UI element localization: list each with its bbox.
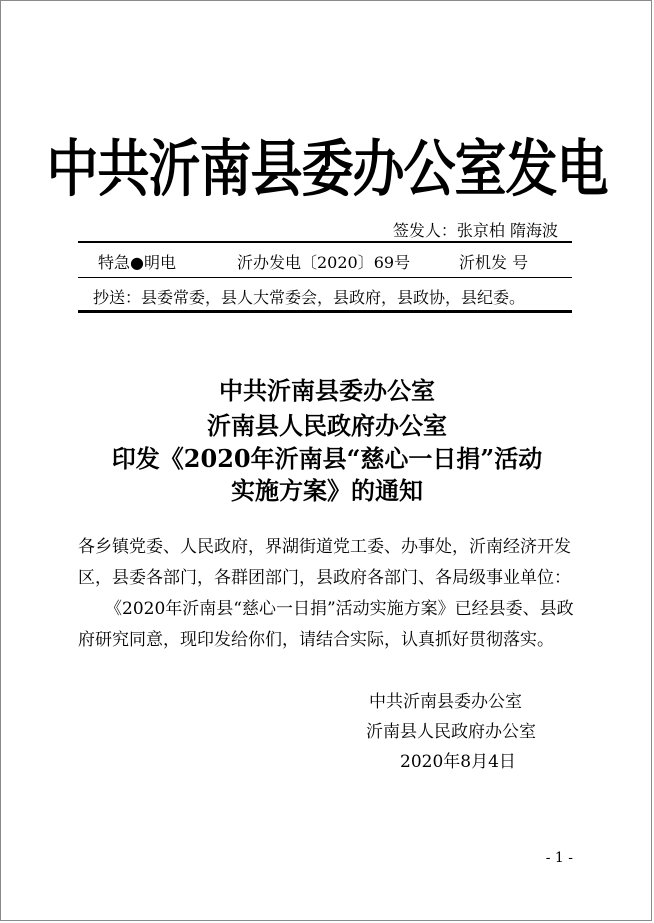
- doc-title-line-4: 实施方案》的通知: [231, 476, 423, 505]
- issuer-heading: 中共沂南县委办公室发电: [46, 133, 608, 206]
- doc-title-line-1: 中共沂南县委办公室: [219, 376, 435, 405]
- doc-title-line-3: 印发《2020年沂南县“慈心一日捐”活动: [111, 444, 543, 473]
- body-line-2: 府研究同意，现印发给你们，请结合实际，认真抓好贯彻落实。: [78, 630, 554, 650]
- recipients-line-2: 区，县委各部门，各群团部门，县政府各部门、各局级事业单位：: [78, 568, 571, 588]
- sign-org-1: 中共沂南县委办公室: [369, 692, 522, 712]
- body-line-1: 《2020年沂南县“慈心一日捐”活动实施方案》已经县委、县政: [105, 599, 574, 619]
- sign-date: 2020年8月4日: [400, 752, 516, 772]
- top-rule: [78, 241, 572, 243]
- recipients-line-1: 各乡镇党委、人民政府，界湖街道党工委、办事处，沂南经济开发: [78, 537, 571, 557]
- doc-number: 沂办发电〔2020〕69号: [237, 253, 411, 272]
- doc-title-line-2: 沂南县人民政府办公室: [207, 411, 447, 440]
- urgency-label: 特急●明电: [98, 253, 176, 272]
- signer-line: 签发人：张京柏 隋海波: [392, 221, 558, 240]
- middle-rule: [78, 277, 572, 278]
- bottom-rule: [78, 310, 572, 313]
- page-number: - 1 -: [545, 850, 573, 866]
- sign-org-2: 沂南县人民政府办公室: [366, 722, 536, 742]
- cc-line: 抄送：县委常委，县人大常委会，县政府，县政协，县纪委。: [93, 288, 526, 307]
- machine-number: 沂机发 号: [459, 253, 529, 272]
